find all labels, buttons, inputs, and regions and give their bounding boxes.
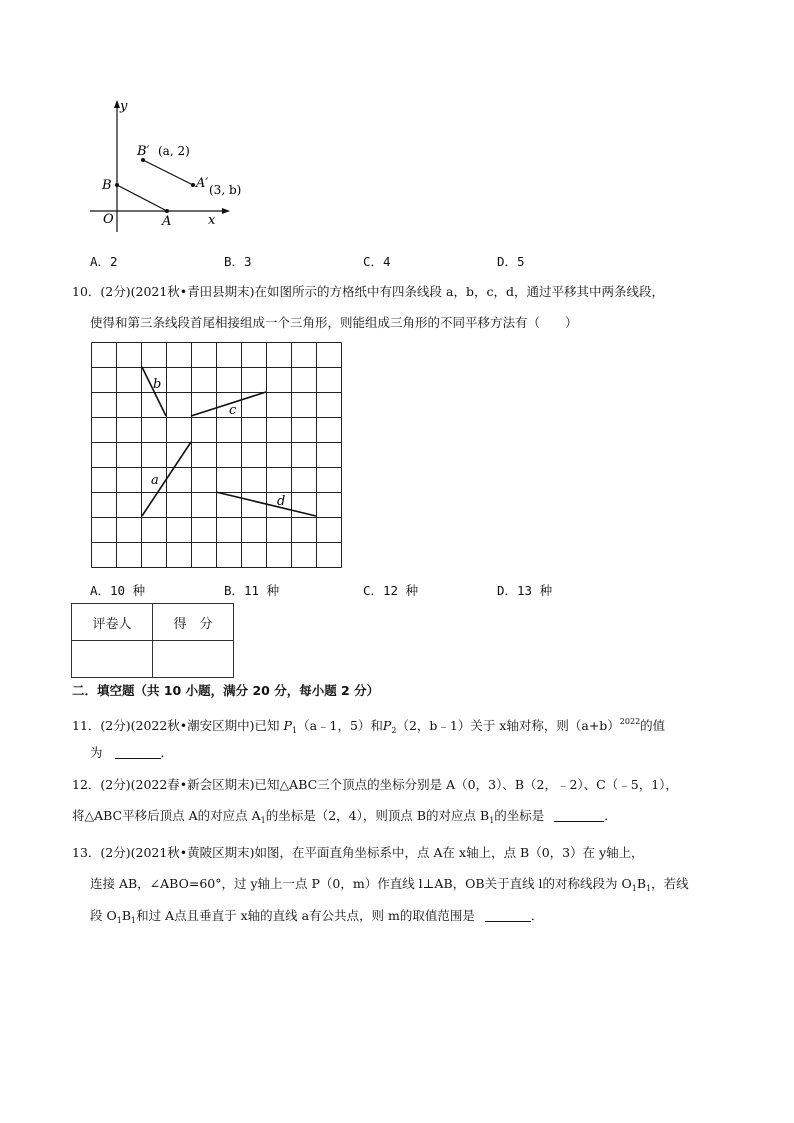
score-table-header-grader: 评卷人 <box>72 604 153 641</box>
q12-answer-blank[interactable] <box>554 809 604 822</box>
q10-number: 10． <box>72 284 101 299</box>
score-table-header-score: 得 分 <box>153 604 234 641</box>
label-bp: B′ <box>137 144 150 159</box>
q13-sub1: 1 <box>631 884 637 893</box>
q12-sub2: 1 <box>489 816 495 825</box>
label-bp-coord: (a, 2) <box>158 144 190 158</box>
grid-lines <box>92 343 342 568</box>
q13-text3c: 和过 A点且垂直于 x轴的直线 a有公共点，则 m的取值范围是 <box>136 908 475 923</box>
label-a: A <box>162 214 172 229</box>
q13-line2 <box>90 876 689 897</box>
q11-exponent: 2022 <box>619 717 641 726</box>
q11-p1-coord: （a﹣1，5）和 <box>297 718 383 733</box>
q10-text1: (2分)(2021秋•青田县期末)在如图所示的方格纸中有四条线段 a，b，c，d，通过平移其中两条线段， <box>100 284 664 299</box>
q11-line1 <box>72 714 665 739</box>
q13-text2a: 连接 AB，∠ABO=60°，过 y轴上一点 P（0，m）作直线 l⊥AB，OB关于直线 l的对称线段为 O <box>90 876 632 891</box>
q13-sub2: 1 <box>646 884 652 893</box>
label-x: x <box>208 213 216 228</box>
grid-label-a: a <box>151 473 159 488</box>
q13-text2c: ，若线 <box>651 876 689 891</box>
q13-answer-blank[interactable] <box>485 909 531 922</box>
q10-line1 <box>72 284 664 300</box>
q11-source: (2分)(2022秋•潮安区期中)已知 <box>100 718 280 733</box>
point-ap-dot <box>191 183 195 187</box>
q11-tail: 的值 <box>640 718 666 733</box>
q9-option-c[interactable]: C．4 <box>363 254 391 269</box>
q9-option-a[interactable]: A．2 <box>90 254 118 269</box>
q13-line1 <box>72 845 644 861</box>
q13-sub3: 1 <box>116 916 122 925</box>
q13-number: 13． <box>72 845 101 860</box>
segment-apbp <box>143 160 193 185</box>
q10-line2: 使得和第三条线段首尾相接组成一个三角形，则能组成三角形的不同平移方法有（ ） <box>90 315 578 330</box>
score-table-score-cell[interactable] <box>153 641 234 678</box>
q11-p1-sub: 1 <box>291 726 298 735</box>
q11-p2-coord: （2，b﹣1）关于 x轴对称，则（a+b） <box>396 718 620 733</box>
label-y: y <box>120 99 128 114</box>
q11-answer-blank[interactable] <box>115 746 161 759</box>
label-ap-coord: (3, b) <box>209 183 242 197</box>
q10-option-c[interactable]: C．12 种 <box>363 583 419 598</box>
q9-option-d[interactable]: D．5 <box>497 254 525 269</box>
q13-text1: (2分)(2021秋•黄陂区期末)如图，在平面直角坐标系中，点 A在 x轴上，点 B（0，3）在 y轴上， <box>100 845 644 860</box>
q10-option-a[interactable]: A．10 种 <box>90 583 146 598</box>
q11-p2: P <box>382 718 392 733</box>
q11-period: ． <box>160 745 174 760</box>
grid-label-d: d <box>277 494 286 509</box>
q10-option-b[interactable]: B．11 种 <box>224 583 280 598</box>
q12-text2b: 的坐标是（2，4），则顶点 B的对应点 B <box>265 808 490 823</box>
q13-line3 <box>90 908 543 929</box>
x-axis-arrow-icon <box>222 208 230 214</box>
q11-p2-sub: 2 <box>391 726 397 735</box>
q10-grid-figure <box>90 341 344 570</box>
section-2-heading: 二．填空题（共 10 小题，满分 20 分，每小题 2 分） <box>72 683 380 698</box>
q13-period: ． <box>530 908 544 923</box>
point-b-dot <box>115 183 119 187</box>
q10-option-d[interactable]: D．13 种 <box>497 583 553 598</box>
q13-text2b: B <box>636 876 647 891</box>
label-ap: A′ <box>196 176 209 191</box>
label-origin: O <box>103 212 114 227</box>
q12-text2c: 的坐标是 <box>494 808 545 823</box>
q13-text3b: B <box>121 908 132 923</box>
q13-sub4: 1 <box>131 916 137 925</box>
q12-line2 <box>72 808 617 829</box>
grid-label-c: c <box>229 403 237 418</box>
q13-text3a: 段 O <box>90 908 117 923</box>
q12-text2a: 将△ABC平移后顶点 A的对应点 A <box>72 808 261 823</box>
q9-option-b[interactable]: B．3 <box>224 254 252 269</box>
q11-p1: P <box>283 718 292 733</box>
segment-ab <box>117 185 167 211</box>
score-table-grader-cell[interactable] <box>72 641 153 678</box>
q12-period: ． <box>604 808 617 823</box>
q12-line1 <box>72 777 678 793</box>
q11-line2-text: 为 <box>90 745 103 760</box>
q11-line2 <box>90 745 173 761</box>
point-a-dot <box>165 209 169 213</box>
label-b: B <box>102 178 112 193</box>
grid-label-b: b <box>153 377 162 392</box>
q12-text1: (2分)(2022春•新会区期末)已知△ABC三个顶点的坐标分别是 A（0，3）、B（2，﹣2）、C（﹣5，1）， <box>100 777 678 792</box>
q9-coordinate-figure <box>80 92 260 237</box>
q11-number: 11． <box>72 718 101 733</box>
score-table <box>71 603 234 678</box>
q12-sub1: 1 <box>260 816 266 825</box>
q12-number: 12． <box>72 777 101 792</box>
